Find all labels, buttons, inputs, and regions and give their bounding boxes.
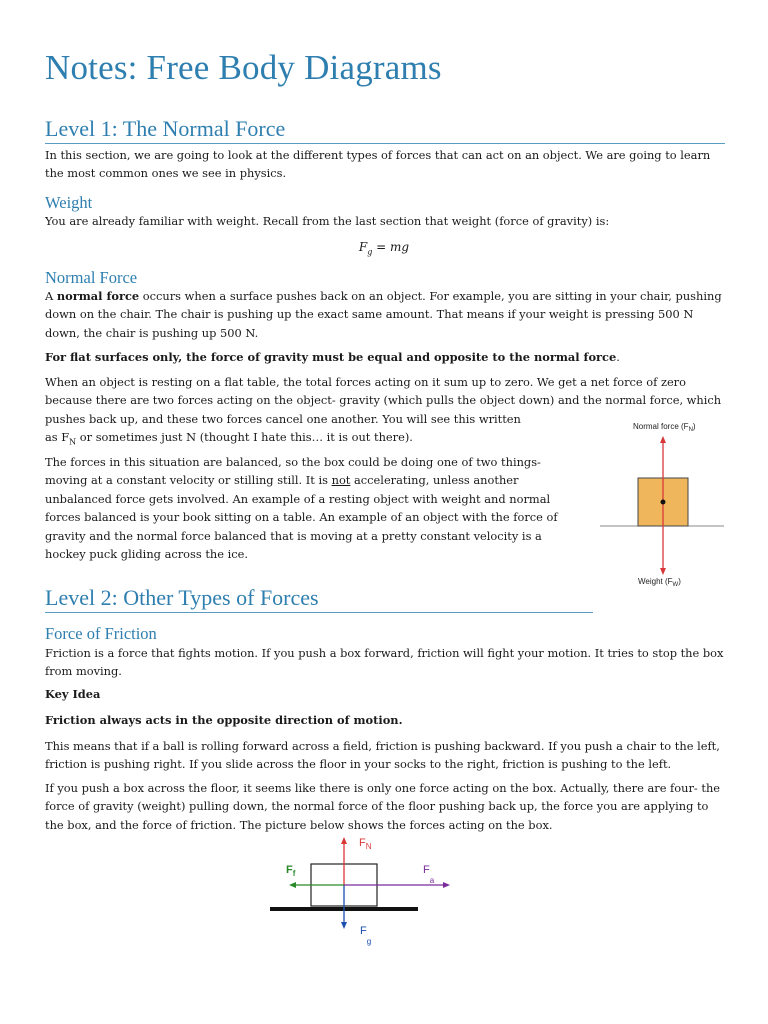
normal-force-label: Normal force $(F_N)$ bbox=[633, 422, 696, 433]
fn-arrow-head bbox=[341, 837, 347, 844]
friction-para-2: This means that if a ball is rolling forward across a field, friction is pushing backward. If you push a chair to the left, friction is pushing right. If you slide across the floor in your socks to the right, friction is pushing to the left. bbox=[45, 739, 720, 772]
weight-equation: $F_g$ = mg bbox=[358, 240, 410, 257]
normal-force-para-4: The forces in this situation are balanced, so the box could be doing one of two things- moving at a constant velocity or stilling still. It is not accelerating, unless another unbalanced force gets involved. An example of a resting object with weight and normal forces balanced is your book sitting on a table. An example of an object with the force of gravity and the normal force balanced that is moving at a pretty constant velocity is a hockey puck gliding across the ice. bbox=[45, 455, 558, 562]
normal-force-rule: For flat surfaces only, the force of gravity must be equal and opposite to the normal force. bbox=[45, 350, 620, 364]
fa-arrow-head bbox=[443, 882, 450, 888]
level1-heading: Level 1: The Normal Force bbox=[45, 116, 286, 141]
ff-arrow-head bbox=[289, 882, 296, 888]
fg-arrow-head bbox=[341, 922, 347, 929]
key-idea-text: Friction always acts in the opposite direction of motion. bbox=[45, 713, 403, 727]
ff-label: $F_f$ bbox=[286, 864, 296, 878]
center-dot bbox=[661, 500, 666, 505]
level1-intro: In this section, we are going to look at the different types of forces that can act on an object. We are going to learn the most common ones we see in physics. bbox=[45, 148, 711, 181]
friction-heading: Force of Friction bbox=[45, 624, 157, 643]
key-idea-label: Key Idea bbox=[45, 687, 101, 701]
normal-force-notation: as $F_N$ or sometimes just N (thought I hate this… it is out there). bbox=[45, 430, 413, 447]
level2-heading: Level 2: Other Types of Forces bbox=[45, 585, 319, 610]
normal-force-heading: Normal Force bbox=[45, 268, 138, 287]
friction-diagram bbox=[265, 833, 465, 953]
fn-label: $F_N$ bbox=[359, 837, 372, 851]
level2-rule bbox=[45, 612, 593, 613]
fg-label: $F_g$ bbox=[360, 925, 372, 946]
weight-text: You are already familiar with weight. Recall from the last section that weight (force of gravity) is: bbox=[45, 214, 610, 228]
normal-force-para-1: A normal force occurs when a surface pushes back on an object. For example, you are sitting in your chair, pushing down on the chair. The chair is pushing up the exact same amount. That means if your weight is pressing 500 N down, the chair is pushing up 500 N. bbox=[45, 289, 722, 340]
page-title: Notes: Free Body Diagrams bbox=[45, 48, 442, 87]
normal-force-term: normal force bbox=[56, 289, 140, 303]
normal-force-para-3: When an object is resting on a flat table, the total forces acting on it sum up to zero. We get a net force of zero because there are two forces acting on the object- gravity (which pulls the object down) and the normal force, which pushes back up, and these two forces cancel one another. You will see this written bbox=[45, 375, 722, 426]
normal-force-diagram bbox=[600, 416, 730, 591]
friction-para-1: Friction is a force that fights motion. If you push a box forward, friction will fight your motion. It tries to stop the box from moving. bbox=[45, 646, 724, 679]
fa-label: $F_a$ bbox=[423, 864, 435, 885]
friction-para-3: If you push a box across the floor, it seems like there is only one force acting on the box. Actually, there are four- the force of gravity (weight) pulling down, the normal force of the floor pushing back up, the force you are applying to the box, and the force of friction. The picture below shows the forces acting on the box. bbox=[45, 781, 721, 832]
weight-label: Weight $(F_W)$ bbox=[638, 577, 681, 588]
weight-heading: Weight bbox=[45, 193, 93, 212]
normal-arrow-head bbox=[660, 436, 666, 443]
level1-rule bbox=[45, 143, 725, 144]
weight-arrow-head bbox=[660, 568, 666, 575]
